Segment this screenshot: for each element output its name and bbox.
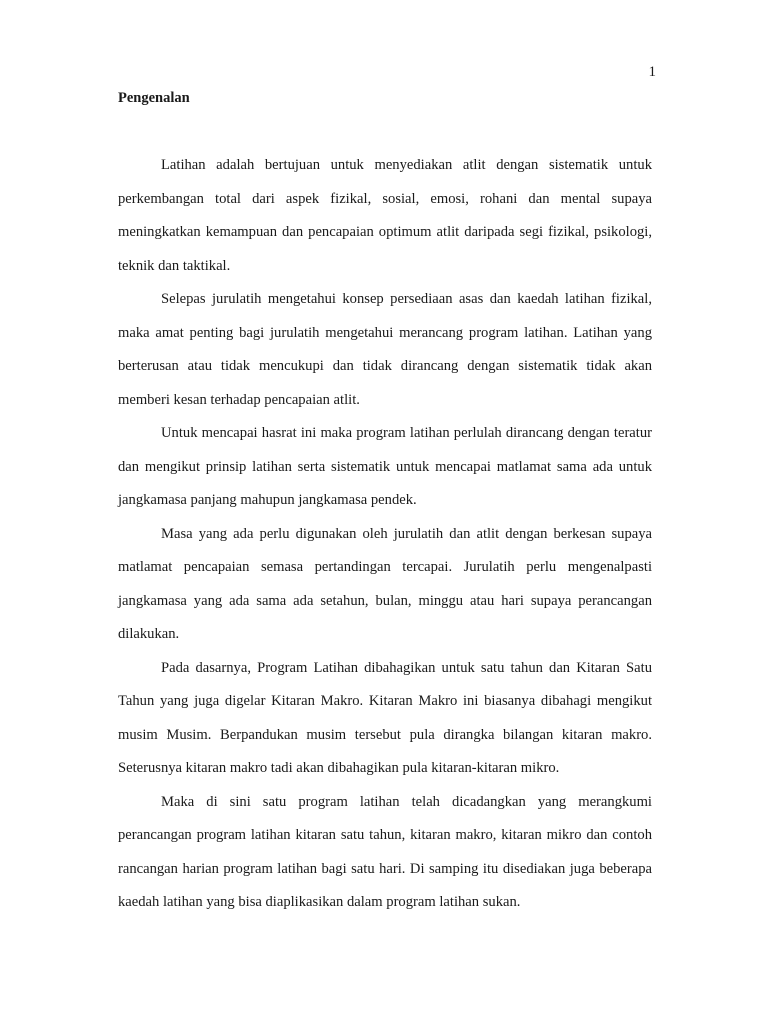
paragraph: Pada dasarnya, Program Latihan dibahagikan untuk satu tahun dan Kitaran Satu Tahun yang juga digelar Kitaran Makro. Kitaran Makro ini biasanya dibahagi mengikut musim Musim. Berpandukan musim tersebut pula dirangka bilangan kitaran makro. Seterusnya kitaran makro tadi akan dibahagikan pula kitaran-kitaran mikro.: [118, 659, 652, 776]
paragraph: Latihan adalah bertujuan untuk menyediakan atlit dengan sistematik untuk perkembangan total dari aspek fizikal, sosial, emosi, rohani dan mental supaya meningkatkan kemampuan dan pencapaian optimum atlit daripada segi fizikal, psikologi, teknik dan taktikal.: [118, 157, 652, 274]
paragraph: Selepas jurulatih mengetahui konsep persediaan asas dan kaedah latihan fizikal, maka amat penting bagi jurulatih mengetahui merancang program latihan. Latihan yang berterusan atau tidak mencukupi dan tidak dirancang dengan sistematik tidak akan memberi kesan terhadap pencapaian atlit.: [118, 291, 652, 408]
section-heading: Pengenalan: [118, 90, 190, 106]
paragraph: Maka di sini satu program latihan telah dicadangkan yang merangkumi perancangan program latihan kitaran satu tahun, kitaran makro, kitaran mikro dan contoh rancangan harian program latihan bagi satu hari. Di samping itu disediakan juga beberapa kaedah latihan yang bisa diaplikasikan dalam program latihan sukan.: [118, 793, 652, 910]
paragraph: Untuk mencapai hasrat ini maka program latihan perlulah dirancang dengan teratur dan mengikut prinsip latihan serta sistematik untuk mencapai matlamat sama ada untuk jangkamasa panjang mahupun jangkamasa pendek.: [118, 425, 652, 508]
paragraph: Masa yang ada perlu digunakan oleh jurulatih dan atlit dengan berkesan supaya matlamat pencapaian semasa pertandingan tercapai. Jurulatih perlu mengenalpasti jangkamasa yang ada sama ada setahun, bulan, minggu atau hari supaya perancangan dilakukan.: [118, 525, 652, 642]
body-text: [118, 149, 652, 920]
page-number: 1: [648, 64, 656, 80]
